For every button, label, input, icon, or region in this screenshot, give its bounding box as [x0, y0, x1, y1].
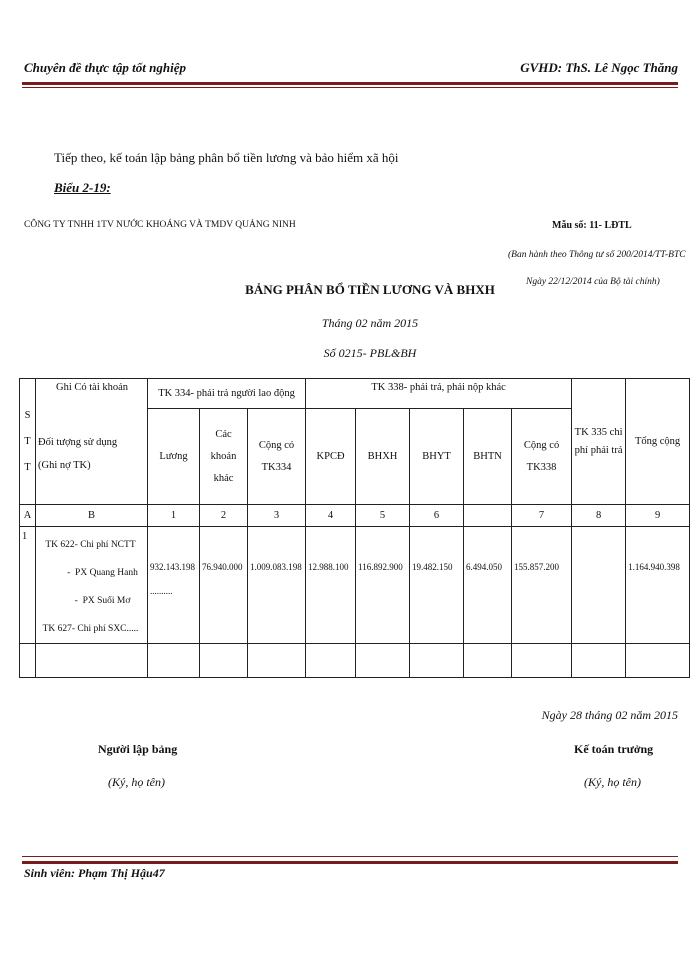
footer-rule-thick [22, 861, 678, 864]
document-month: Tháng 02 năm 2015 [321, 316, 419, 330]
total-338-header: Cộng có TK338 [512, 409, 572, 505]
row-other-items: 76.940.000 [200, 527, 248, 644]
header-rule-thin [22, 87, 678, 88]
header-left: Chuyên đề thực tập tốt nghiệp [24, 60, 186, 75]
intro-text: Tiếp theo, kế toán lập bảng phân bổ tiền lương và bảo hiểm xã hội [54, 150, 399, 165]
stt-header: S T T [20, 379, 36, 505]
row-total: 1.164.940.398 [626, 527, 690, 644]
row-total-334: 1.009.083.198 [248, 527, 306, 644]
total-334-header: Cộng có TK334 [248, 409, 306, 505]
document-title: BẢNG PHÂN BỔ TIỀN LƯƠNG VÀ BHXH [245, 282, 495, 297]
row-bhtn: 6.494.050 [464, 527, 512, 644]
tk335-header: TK 335 chi phí phải trả [572, 379, 626, 505]
salary-header: Lương [148, 409, 200, 505]
row-accounts: TK 622- Chi phí NCTT - PX Quang Hanh - PX Suối Mơ TK 627- Chi phí SXC..... [36, 527, 148, 644]
sign-date: Ngày 28 tháng 02 năm 2015 [541, 708, 678, 722]
form-issued-date: Ngày 22/12/2014 của Bộ tài chính) [526, 277, 660, 287]
row-total-338: 155.857.200 [512, 527, 572, 644]
header-rule-thick [22, 82, 678, 85]
form-number: Mẫu số: 11- LĐTL [552, 220, 632, 231]
row-bhyt: 19.482.150 [410, 527, 464, 644]
row-bhxh: 116.892.900 [356, 527, 410, 644]
empty-row [20, 644, 690, 678]
figure-label: Biểu 2-19: [54, 180, 111, 195]
kpcd-header: KPCĐ [306, 409, 356, 505]
tk338-header: TK 338- phải trả, phải nộp khác [306, 379, 572, 409]
other-items-header: Các khoản khác [200, 409, 248, 505]
row-kpcd: 12.988.100 [306, 527, 356, 644]
footer-student: Sinh viên: Phạm Thị Hậu47 [24, 866, 165, 880]
index-row: A B 1 2 3 4 5 6 7 8 9 [20, 505, 690, 527]
tk334-header: TK 334- phải trả người lao động [148, 379, 306, 409]
preparer-sign-note: (Ký, họ tên) [108, 775, 165, 789]
preparer-title: Người lập bảng [98, 742, 178, 756]
company-name: CÔNG TY TNHH 1TV NƯỚC KHOÁNG VÀ TMDV QUẢNG NINH [24, 220, 296, 230]
row-tk335 [572, 527, 626, 644]
account-header: Ghi Có tài khoản Đối tượng sử dụng (Ghi nợ TK) [36, 379, 148, 505]
allocation-table [19, 378, 690, 678]
header-right: GVHD: ThS. Lê Ngọc Thăng [520, 60, 678, 75]
document-number: Số 0215- PBL&BH [323, 346, 417, 360]
bhtn-header: BHTN [464, 409, 512, 505]
row-salary: 932.143.198 .......... [148, 527, 200, 644]
bhxh-header: BHXH [356, 409, 410, 505]
bhyt-header: BHYT [410, 409, 464, 505]
row-stt: 1 [20, 527, 36, 644]
total-header: Tổng cộng [626, 379, 690, 505]
chief-accountant-sign-note: (Ký, họ tên) [584, 775, 641, 789]
chief-accountant-title: Kế toán trưởng [574, 742, 654, 756]
table-row [20, 527, 690, 644]
footer-rule-thin [22, 856, 678, 857]
form-issued-by: (Ban hành theo Thông tư số 200/2014/TT-BTC [508, 250, 686, 260]
header-row-1 [20, 379, 690, 409]
